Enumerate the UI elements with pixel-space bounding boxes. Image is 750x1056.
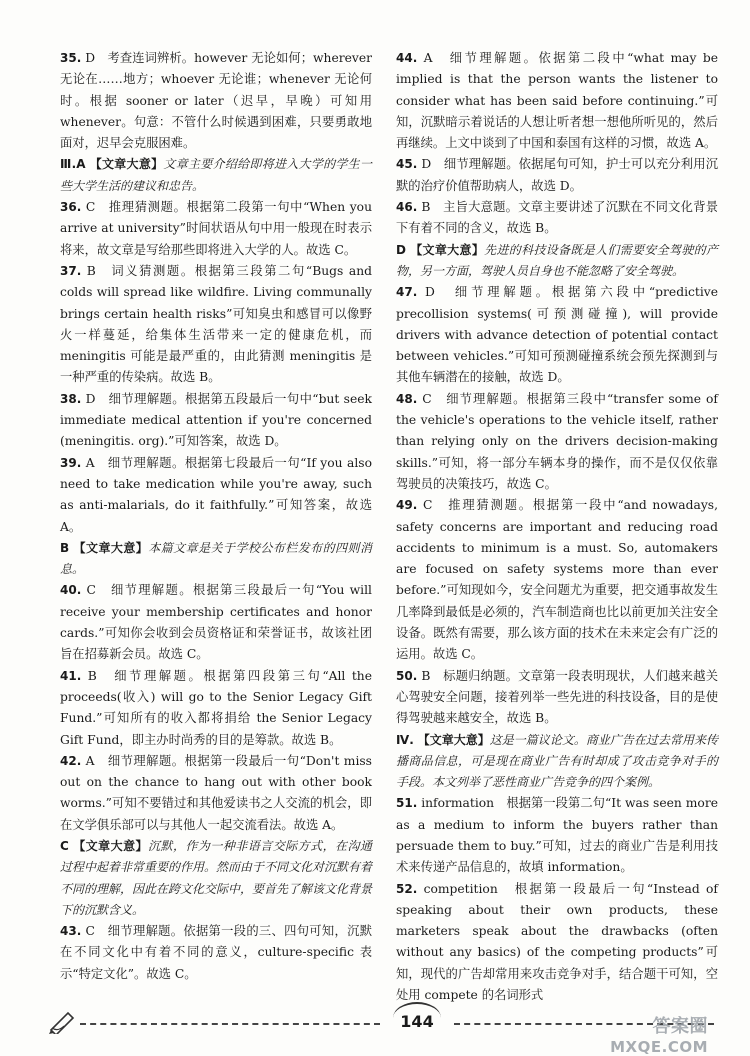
summary-tag: 【文章大意】 — [410, 242, 485, 257]
pen-icon — [48, 1008, 78, 1034]
answer-item-52 — [396, 879, 718, 1007]
watermark-url: MXQE.COM — [610, 1038, 708, 1056]
answer-item-42 — [60, 751, 372, 836]
section-marker: D — [396, 242, 406, 257]
summary-text: 文章主要介绍给即将进入大学的学生一些大学生活的建议和忠告。 — [60, 157, 372, 193]
item-text: B 细节理解题。根据第四段第三句“All the proceeds(收入) will go to the Senior Legacy Gift Fund.”可知所有的收入都将捐给 the Senior Legacy Gift Fund，即主办时尚秀的目的是筹款。故选 B。 — [60, 668, 372, 747]
section-marker: B — [60, 540, 70, 555]
page-footer — [80, 1010, 710, 1056]
item-text: A 细节理解题。依据第二段中“what may be implied is that the person wants the listener to consider what has been said before continuing.”可知，沉默暗示着说话的人想让听者想一想他所听见的，然后再继续。上文中谈到了中国和泰国有这样的习惯，故选 A。 — [396, 51, 718, 151]
answer-item-45 — [396, 154, 718, 197]
item-number: 37. — [60, 263, 82, 278]
answer-item-44 — [396, 48, 718, 154]
summary-tag: 【文章大意】 — [73, 540, 149, 555]
item-number: 42. — [60, 753, 82, 768]
item-number: 39. — [60, 455, 82, 470]
summary-text: 沉默，作为一种非语言交际方式，在沟通过程中起着非常重要的作用。然而由于不同文化对沉默有着不同的理解，因此在跨文化交际中，要首先了解该文化背景下的沉默含义。 — [60, 838, 373, 917]
summary-tag: 【文章大意】 — [417, 732, 490, 747]
item-text: C 细节理解题。根据第三段最后一句“You will receive your membership certificates and honor cards.”可知你会收到会员资格证和荣誉证书，故该社团旨在招募新会员。故选 C。 — [60, 583, 372, 662]
item-text: B 词义猜测题。根据第三段第二句“Bugs and colds will spread like wildfire. Living communally brings certain health risks”可知臭虫和感冒可以像野火一样蔓延，给集体生活带来一定的健康危机，而 meningitis 可能是最严重的，由此猜测 meningitis 是一种严重的传染病。故选 B。 — [60, 263, 372, 385]
answer-item-48 — [396, 389, 718, 495]
answer-item-39 — [60, 453, 372, 538]
item-text: D 细节理解题。根据第五段最后一句中“but seek immediate medical attention if you're concerned (meningitis. org).”可知答案，故选 D。 — [60, 391, 372, 449]
item-number: 50. — [396, 668, 418, 683]
item-text: C 推理猜测题。根据第二段第一句中“When you arrive at university”时间状语从句中用一般现在时表示将来，故文章是写给那些即将进入大学的人。故选 C。 — [60, 200, 372, 257]
summary-tag: 【文章大意】 — [89, 157, 164, 172]
passage-summary-b — [60, 538, 372, 581]
page-number: 144 — [393, 1002, 441, 1034]
item-number: 52. — [396, 881, 418, 896]
item-text: competition 根据第一段最后一句“Instead of speaking about their own products, these marketers speak about the drawbacks (often without any basics) of the competing products”可知，现代的广告却常用来攻击竞争对手，结合题干可知，空处用 compete 的名词形式 — [396, 881, 718, 1003]
passage-summary-4 — [396, 730, 718, 794]
left-column — [60, 48, 373, 981]
item-number: 40. — [60, 583, 82, 598]
right-column — [396, 48, 718, 1003]
item-text: D 考查连词辨析。however 无论如何；wherever 无论在……地方；whoever 无论谁；whenever 无论何时。根据 sooner or later（迟早，早晚）可知用 whenever。句意：不管什么时候遇到困难，只要勇敢地面对，迟早会克服困难。 — [60, 51, 372, 151]
item-number: 47. — [396, 285, 418, 300]
item-text: C 细节理解题。依据第一段的三、四句可知，沉默在不同文化中有着不同的意义，culture-specific 表示“特定文化”。故选 C。 — [60, 924, 372, 981]
item-number: 43. — [60, 924, 82, 939]
answer-item-43 — [60, 921, 372, 985]
item-number: 51. — [396, 796, 418, 811]
item-text: D 细节理解题。根据第六段中“predictive precollision systems(可预测碰撞), will provide drivers with advance detection of potential contact between vehicles.”可知可预测碰撞系统会预先探测到与其他车辆潜在的接触，故选 D。 — [396, 285, 718, 385]
answer-item-37 — [60, 261, 372, 389]
answer-item-50 — [396, 666, 718, 730]
footer-rule-left — [80, 1023, 380, 1025]
passage-summary-c — [60, 836, 372, 921]
answer-item-51 — [396, 793, 718, 878]
item-text: information 根据第一段第二句“It was seen more as a medium to inform the buyers rather than persuade them to buy.”可知，过去的商业广告是利用技术来传递产品信息的，故填 information。 — [396, 796, 718, 875]
answer-item-47 — [396, 282, 718, 388]
watermark — [610, 1012, 708, 1056]
item-text: B 主旨大意题。文章主要讲述了沉默在不同文化背景下有着不同的含义，故选 B。 — [396, 200, 718, 236]
item-number: 41. — [60, 668, 82, 683]
item-text: C 推理猜测题。根据第一段中“and nowadays, safety concerns are important and reducing road accidents to minimum is a must. So, automakers are focused on safety systems more than ever before.”可知现如今，安全问题尤为重要，把交通事故发生几率降到最低是必须的，汽车制造商也比以前更加关注安全设备。既然有需要，那么该方面的技术在未来定会有广泛的运用。故选 C。 — [396, 498, 718, 662]
answer-item-35 — [60, 48, 372, 154]
passage-summary-d — [396, 240, 718, 283]
answer-item-41 — [60, 666, 372, 751]
item-number: 48. — [396, 391, 418, 406]
section-marker: Ⅲ.A — [60, 157, 86, 172]
answer-item-40 — [60, 580, 372, 665]
watermark-logo-text: 答案圈 — [652, 1016, 708, 1037]
summary-text: 这是一篇议论文。商业广告在过去常用来传播商品信息，可是现在商业广告有时却成了攻击竞争对手的手段。本文列举了恶性商业广告竞争的四个案例。 — [396, 732, 718, 790]
answer-item-49 — [396, 495, 718, 665]
item-number: 44. — [396, 51, 418, 65]
item-number: 46. — [396, 200, 418, 215]
summary-text: 先进的科技设备既是人们需要安全驾驶的产物，另一方面，驾驶人员自身也不能忽略了安全驾驶。 — [396, 242, 718, 278]
item-text: C 细节理解题。根据第三段中“transfer some of the vehicle's operations to the vehicle itself, rather than relying only on the drivers decision-making skills.”可知，将一部分车辆本身的操作，而不是仅仅依靠驾驶员的决策技巧，故选 C。 — [396, 391, 718, 491]
item-text: B 标题归纳题。文章第一段表明现状，人们越来越关心驾驶安全问题，接着列举一些先进的科技设备，目的是使得驾驶越来越安全，故选 B。 — [396, 668, 718, 726]
item-number: 45. — [396, 157, 418, 172]
answer-item-38 — [60, 389, 372, 453]
item-text: D 细节理解题。依据尾句可知，护士可以充分利用沉默的治疗价值帮助病人，故选 D。 — [396, 157, 718, 193]
summary-tag: 【文章大意】 — [73, 838, 149, 853]
item-number: 35. — [60, 51, 82, 65]
answer-item-46 — [396, 197, 718, 240]
summary-text: 本篇文章是关于学校公布栏发布的四则消息。 — [60, 540, 372, 577]
section-marker: Ⅳ. — [396, 732, 414, 747]
item-number: 38. — [60, 391, 82, 406]
item-number: 36. — [60, 200, 82, 215]
section-marker: C — [60, 838, 69, 853]
answer-item-36 — [60, 197, 372, 261]
passage-summary-3a — [60, 154, 372, 197]
item-text: A 细节理解题。根据第七段最后一句“If you also need to take medication while you're away, such as anti-malarials, do it faithfully.”可知答案，故选 A。 — [60, 455, 372, 534]
item-text: A 细节理解题。根据第一段最后一句“Don't miss out on the chance to hang out with other book worms.”可知不要错过和其他爱读书之人交流的机会，即在文学俱乐部可以与其他人一起交流看法。故选 A。 — [60, 753, 372, 832]
item-number: 49. — [396, 498, 418, 513]
